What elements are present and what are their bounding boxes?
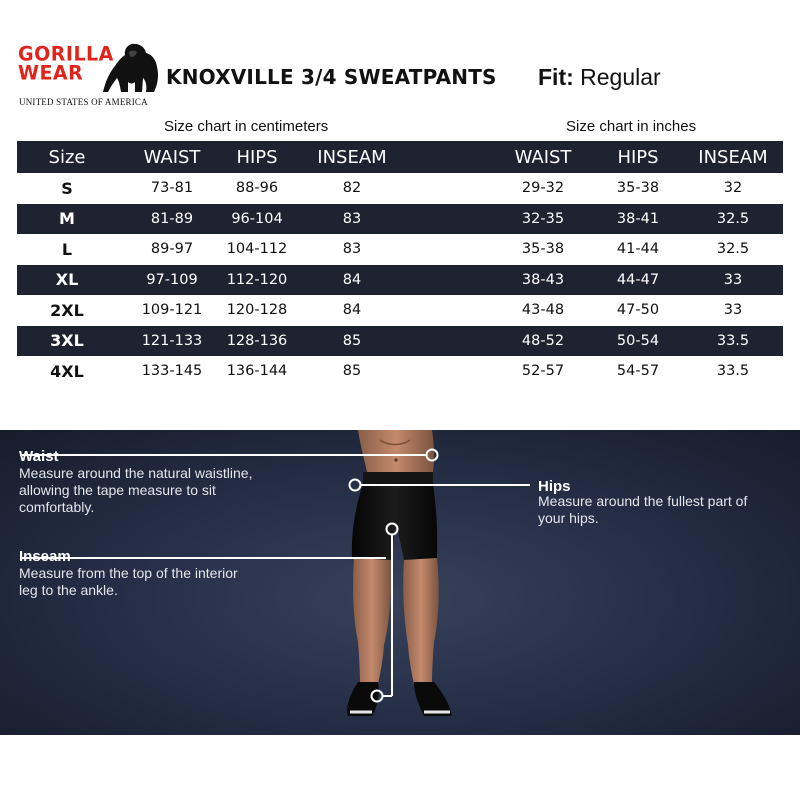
cell-inseam-in: 33 [723, 271, 743, 288]
cell-hips-in: 44-47 [616, 271, 660, 288]
cell-inseam-in: 32.5 [716, 210, 750, 227]
cell-waist-in: 35-38 [521, 241, 565, 258]
cell-waist-cm: 121-133 [141, 332, 203, 349]
table-row [17, 173, 783, 204]
cell-size: M [59, 209, 75, 229]
cell-waist-in: 43-48 [521, 302, 565, 319]
cell-size: S [61, 178, 73, 198]
cell-waist-in: 38-43 [521, 271, 565, 288]
cell-inseam-cm: 83 [342, 241, 362, 258]
cell-size: 3XL [50, 331, 84, 351]
cell-waist-in: 32-35 [521, 210, 565, 227]
model-leg-right [403, 558, 438, 684]
model-shorts [352, 484, 437, 560]
cell-waist-cm: 73-81 [150, 180, 194, 197]
brand-name-line2: WEAR [18, 61, 84, 85]
model-torso [358, 430, 434, 472]
hips-title: Hips [538, 478, 571, 495]
cell-hips-cm: 88-96 [235, 180, 279, 197]
footer-spacer [0, 735, 800, 800]
cell-size: L [61, 239, 73, 259]
cell-hips-in: 35-38 [616, 180, 660, 197]
cell-hips-in: 50-54 [616, 332, 660, 349]
cell-size: 2XL [50, 300, 84, 320]
header-waist-cm: WAIST [143, 146, 201, 168]
cell-hips-in: 41-44 [616, 241, 660, 258]
table-row [17, 234, 783, 265]
cell-hips-cm: 96-104 [231, 210, 283, 227]
cell-hips-cm: 128-136 [226, 332, 288, 349]
fit-info [538, 64, 661, 91]
cell-size: 4XL [50, 361, 84, 381]
table-row [17, 326, 783, 357]
inseam-callout [20, 524, 398, 702]
cell-hips-in: 47-50 [616, 302, 660, 319]
model-leg-left [353, 558, 391, 684]
header-hips-cm: HIPS [236, 146, 278, 168]
hips-description: Measure around the fullest part of your hips. [538, 493, 748, 526]
table-row [17, 356, 783, 387]
cell-inseam-in: 32 [723, 180, 743, 197]
fit-value: Regular [580, 64, 661, 90]
cell-size: XL [55, 270, 79, 290]
cell-waist-cm: 89-97 [150, 241, 194, 258]
brand-logo [18, 42, 158, 108]
cell-hips-cm: 136-144 [226, 363, 288, 380]
cell-waist-cm: 133-145 [141, 363, 203, 380]
table-row [17, 265, 783, 296]
header-hips-in: HIPS [617, 146, 659, 168]
product-title: KNOXVILLE 3/4 SWEATPANTS [166, 65, 497, 89]
cell-inseam-cm: 82 [342, 180, 362, 197]
cell-hips-in: 54-57 [616, 363, 660, 380]
caption-centimeters: Size chart in centimeters [164, 118, 329, 135]
inseam-title: Inseam [19, 548, 71, 565]
cell-inseam-cm: 83 [342, 210, 362, 227]
cell-waist-in: 48-52 [521, 332, 565, 349]
cell-inseam-in: 33.5 [716, 332, 750, 349]
cell-inseam-in: 32.5 [716, 241, 750, 258]
inseam-description: Measure from the top of the interior leg to the ankle. [19, 565, 238, 598]
header-inseam-in: INSEAM [698, 146, 768, 168]
fit-label: Fit: [538, 64, 574, 90]
waist-description: Measure around the natural waistline, allowing the tape measure to sit comfortably. [19, 465, 253, 515]
cell-hips-cm: 104-112 [226, 241, 288, 258]
cell-waist-cm: 81-89 [150, 210, 194, 227]
table-row [17, 204, 783, 235]
waist-title: Waist [19, 448, 59, 465]
cell-inseam-cm: 84 [342, 302, 362, 319]
cell-inseam-cm: 85 [342, 332, 362, 349]
cell-hips-in: 38-41 [616, 210, 660, 227]
gorilla-icon [102, 42, 160, 94]
size-table [17, 141, 783, 387]
header-size: Size [48, 146, 86, 168]
cell-waist-cm: 97-109 [146, 271, 198, 288]
brand-subtitle: UNITED STATES OF AMERICA [19, 97, 148, 107]
brand-name-line1: GORILLA [18, 42, 114, 66]
cell-inseam-cm: 84 [342, 271, 362, 288]
cell-inseam-in: 33 [723, 302, 743, 319]
header-waist-in: WAIST [514, 146, 572, 168]
measurement-guide [0, 430, 800, 735]
cell-waist-in: 29-32 [521, 180, 565, 197]
table-header-row [17, 141, 783, 173]
cell-hips-cm: 120-128 [226, 302, 288, 319]
caption-inches: Size chart in inches [566, 118, 697, 135]
header-inseam-cm: INSEAM [317, 146, 387, 168]
cell-inseam-cm: 85 [342, 363, 362, 380]
cell-waist-cm: 109-121 [141, 302, 203, 319]
cell-hips-cm: 112-120 [226, 271, 288, 288]
cell-inseam-in: 33.5 [716, 363, 750, 380]
cell-waist-in: 52-57 [521, 363, 565, 380]
model-waistband [363, 472, 433, 484]
table-row [17, 295, 783, 326]
